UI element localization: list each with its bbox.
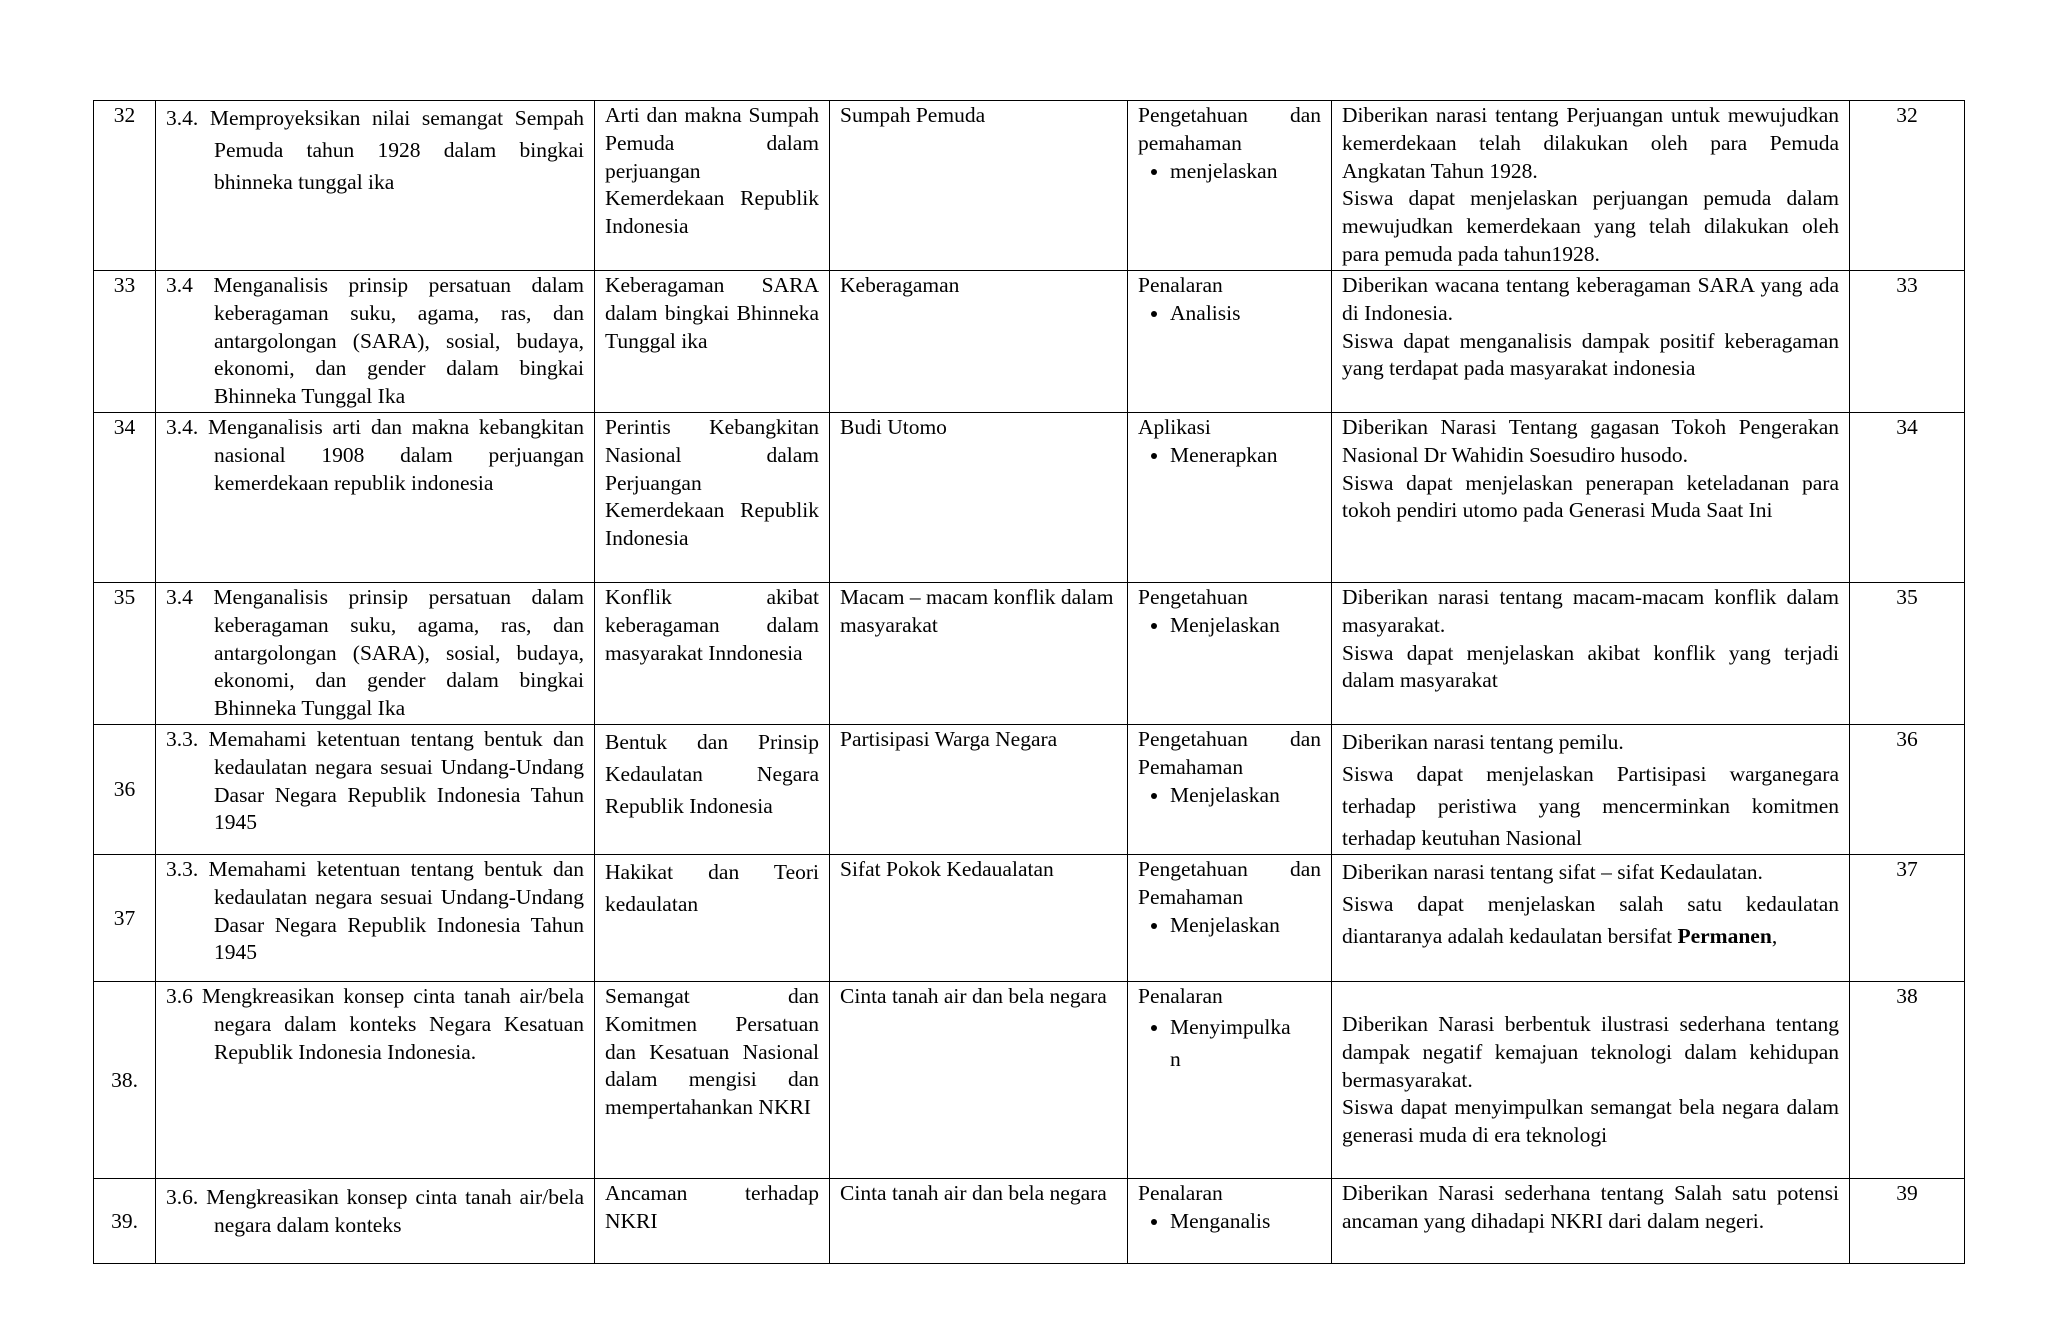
level-kognitif-cell [1128,413,1332,583]
row-number: 38. [94,982,156,1179]
indikator-text [1342,856,1839,952]
row-number: 36 [94,725,156,855]
row-number: 32 [94,101,156,271]
nomor-soal: 32 [1850,101,1965,271]
kompetensi-dasar: 3.6 Mengkreasikan konsep cinta tanah air/bela negara dalam konteks Negara Kesatuan Republik Indonesia Indonesia. [166,984,584,1064]
materi: Ancaman terhadap NKRI [595,1179,830,1264]
level-kognitif: Pengetahuan [1138,585,1248,609]
row-number: 33 [94,271,156,413]
nomor-soal: 34 [1850,413,1965,583]
indikator: Diberikan Narasi Tentang gagasan Tokoh Pengerakan Nasional Dr Wahidin Soesudiro husodo. Siswa dapat menjelaskan penerapan keteladanan para tokoh pendiri utomo pada Generasi Muda Saat Ini [1342,415,1839,523]
indikator-cell [1332,855,1850,982]
sub-materi: Sifat Pokok Kedaualatan [830,855,1128,982]
kompetensi-dasar-cell [156,982,595,1179]
table-row [94,855,1965,982]
nomor-soal: 33 [1850,271,1965,413]
sub-materi: Sumpah Pemuda [830,101,1128,271]
table-row [94,725,1965,855]
indikator-cell [1332,583,1850,725]
kata-kerja: • Menjelaskan [1170,612,1321,640]
materi: Konflik akibat keberagaman dalam masyarakat Inndonesia [595,583,830,725]
kompetensi-dasar-cell [156,1179,595,1264]
materi: Semangat dan Komitmen Persatuan dan Kesatuan Nasional dalam mengisi dan mempertahankan NKRI [595,982,830,1179]
kata-kerja: • Menjelaskan [1170,782,1321,810]
level-kognitif-cell [1128,583,1332,725]
sub-materi: Cinta tanah air dan bela negara [830,982,1128,1179]
nomor-soal: 35 [1850,583,1965,725]
sub-materi: Cinta tanah air dan bela negara [830,1179,1128,1264]
sub-materi: Keberagaman [830,271,1128,413]
kompetensi-dasar-cell [156,855,595,982]
kompetensi-dasar: 3.4 Menganalisis prinsip persatuan dalam keberagaman suku, agama, ras, dan antargolongan (SARA), sosial, budaya, ekonomi, dan gender dalam bingkai Bhinneka Tunggal Ika [166,585,584,721]
indikator-cell [1332,725,1850,855]
level-kognitif: Pengetahuan dan Pemahaman [1138,857,1321,909]
kompetensi-dasar: 3.4. Memproyeksikan nilai semangat Sempah Pemuda tahun 1928 dalam bingkai bhinneka tunggal ika [166,106,584,194]
kata-kerja: • Menjelaskan [1170,912,1321,940]
indikator: Diberikan Narasi berbentuk ilustrasi sederhana tentang dampak negatif kemajuan teknologi dalam kehidupan bermasyarakat. Siswa dapat menyimpulkan semangat bela negara dalam generasi muda di era teknologi [1342,1012,1839,1148]
row-number: 37 [94,855,156,982]
kompetensi-dasar: 3.3. Memahami ketentuan tentang bentuk dan kedaulatan negara sesuai Undang-Undang Dasar Negara Republik Indonesia Tahun 1945 [166,727,584,835]
indikator-cell [1332,982,1850,1179]
indikator-cell [1332,413,1850,583]
level-kognitif-cell [1128,1179,1332,1264]
materi: Bentuk dan Prinsip Kedaulatan Negara Republik Indonesia [595,725,830,855]
level-kognitif-cell [1128,725,1332,855]
table-row [94,101,1965,271]
level-kognitif: Aplikasi [1138,415,1211,439]
indikator-bold: Permanen [1677,924,1772,948]
kata-kerja: • Menganalis [1170,1208,1321,1236]
kompetensi-dasar: 3.4 Menganalisis prinsip persatuan dalam keberagaman suku, agama, ras, dan antargolongan (SARA), sosial, budaya, ekonomi, dan gender dalam bingkai Bhinneka Tunggal Ika [166,273,584,409]
indikator: Diberikan Narasi sederhana tentang Salah satu potensi ancaman yang dihadapi NKRI dari dalam negeri. [1342,1181,1839,1233]
level-kognitif: Penalaran [1138,984,1223,1008]
row-number: 35 [94,583,156,725]
kompetensi-dasar-cell [156,413,595,583]
level-kognitif-cell [1128,855,1332,982]
kisi-kisi-table [93,100,1965,1264]
sub-materi: Macam – macam konflik dalam masyarakat [830,583,1128,725]
nomor-soal: 38 [1850,982,1965,1179]
table-row [94,1179,1965,1264]
kompetensi-dasar-cell [156,583,595,725]
table-row [94,583,1965,725]
nomor-soal: 37 [1850,855,1965,982]
indikator: Diberikan narasi tentang sifat – sifat Kedaulatan. Siswa dapat menjelaskan salah satu kedaulatan diantaranya adalah kedaulatan bersifat [1342,860,1839,948]
kompetensi-dasar: 3.6. Mengkreasikan konsep cinta tanah air/bela negara dalam konteks [166,1185,584,1237]
level-kognitif: Pengetahuan dan pemahaman [1138,103,1321,155]
kompetensi-dasar: 3.3. Memahami ketentuan tentang bentuk dan kedaulatan negara sesuai Undang-Undang Dasar Negara Republik Indonesia Tahun 1945 [166,857,584,965]
nomor-soal: 39 [1850,1179,1965,1264]
level-kognitif: Penalaran [1138,273,1223,297]
nomor-soal: 36 [1850,725,1965,855]
indikator: Diberikan narasi tentang macam-macam konflik dalam masyarakat. Siswa dapat menjelaskan akibat konflik yang terjadi dalam masyarakat [1342,585,1839,693]
indikator: Diberikan wacana tentang keberagaman SARA yang ada di Indonesia. Siswa dapat menganalisis dampak positif keberagaman yang terdapat pada masyarakat indonesia [1342,273,1839,381]
sub-materi: Partisipasi Warga Negara [830,725,1128,855]
sub-materi: Budi Utomo [830,413,1128,583]
level-kognitif-cell [1128,271,1332,413]
kata-kerja: • Menerapkan [1170,442,1321,470]
kata-kerja: • menjelaskan [1170,158,1321,186]
level-kognitif: Pengetahuan dan Pemahaman [1138,727,1321,779]
materi: Arti dan makna Sumpah Pemuda dalam perjuangan Kemerdekaan Republik Indonesia [595,101,830,271]
kata-kerja: • Menyimpulkan [1170,1011,1291,1075]
kompetensi-dasar-cell [156,101,595,271]
indikator-cell [1332,271,1850,413]
materi: Keberagaman SARA dalam bingkai Bhinneka Tunggal ika [595,271,830,413]
level-kognitif-cell [1128,101,1332,271]
indikator: Diberikan narasi tentang pemilu. Siswa dapat menjelaskan Partisipasi warganegara terhadap peristiwa yang mencerminkan komitmen terhadap keutuhan Nasional [1342,730,1839,850]
table-row [94,413,1965,583]
kompetensi-dasar: 3.4. Menganalisis arti dan makna kebangkitan nasional 1908 dalam perjuangan kemerdekaan republik indonesia [166,415,584,495]
indikator-cell [1332,101,1850,271]
indikator-cell [1332,1179,1850,1264]
row-number: 34 [94,413,156,583]
kompetensi-dasar-cell [156,725,595,855]
level-kognitif-cell [1128,982,1332,1179]
kompetensi-dasar-cell [156,271,595,413]
table-row [94,982,1965,1179]
row-number: 39. [94,1179,156,1264]
table-row [94,271,1965,413]
indikator-tail: , [1771,924,1778,948]
kata-kerja: • Analisis [1170,300,1321,328]
materi: Hakikat dan Teori kedaulatan [595,855,830,982]
materi: Perintis Kebangkitan Nasional dalam Perjuangan Kemerdekaan Republik Indonesia [595,413,830,583]
level-kognitif: Penalaran [1138,1181,1223,1205]
indikator: Diberikan narasi tentang Perjuangan untuk mewujudkan kemerdekaan telah dilakukan oleh para Pemuda Angkatan Tahun 1928. Siswa dapat menjelaskan perjuangan pemuda dalam mewujudkan kemerdekaan yang telah dilakukan oleh para pemuda pada tahun1928. [1342,103,1839,266]
